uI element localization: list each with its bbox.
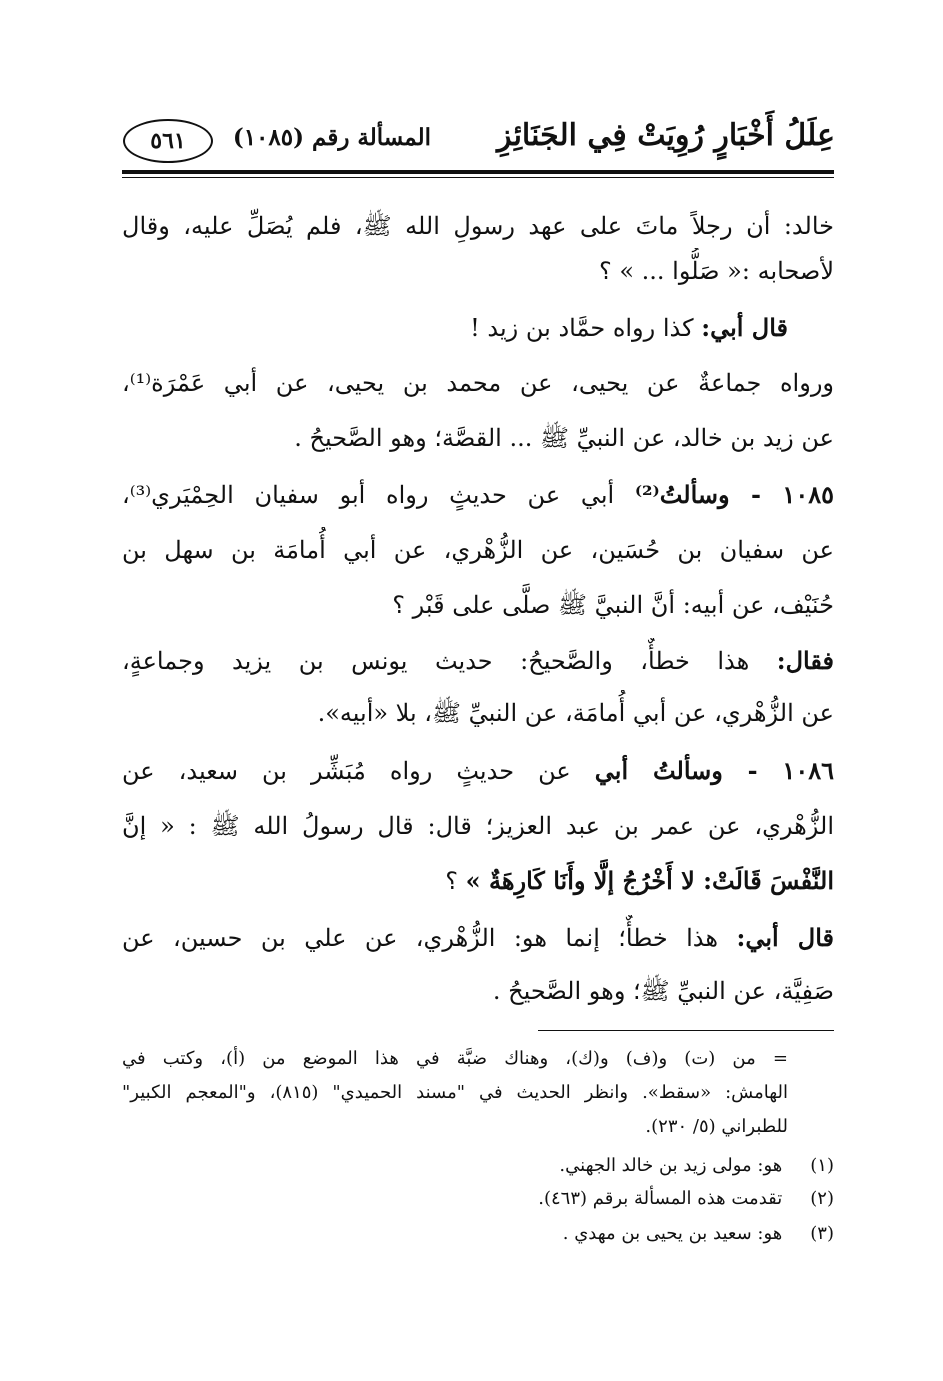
- footnote-text: الهامش: «سقط». وانظر الحديث في "مسند الحميدي" (٨١٥)، و"المعجم الكبير": [122, 1082, 788, 1103]
- footnote-number: (١): [810, 1155, 834, 1176]
- line-text: ورواه جماعةٌ عن يحيى، عن محمد بن يحيى، عن أبي عَمْرَة⁽¹⁾،: [122, 369, 834, 397]
- footnote-line: [122, 1150, 834, 1182]
- text-line: [122, 305, 834, 351]
- line-text: الزُّهْري، عن عمر بن عبد العزيز؛ قال: قال رسولُ الله ﷺ : « إنَّ: [122, 812, 834, 840]
- line-text: هذا خطأٌ، والصَّحيحُ: حديث يونس بن يزيد وجماعةٍ،: [122, 647, 750, 675]
- line-text: صَفِيَّة، عن النبيِّ ﷺ؛ وهو الصَّحيحُ .: [492, 977, 834, 1005]
- line-text: ؟: [445, 867, 458, 895]
- bold-lead: قال أبي:: [701, 313, 788, 342]
- text-line: [122, 203, 834, 249]
- text-line: [122, 915, 834, 961]
- footnote-text: للطبراني (٥/ ٢٣٠).: [645, 1116, 788, 1137]
- footnote-number: (٣): [810, 1223, 834, 1244]
- line-text: عن سفيان بن حُسَين، عن الزُّهْري، عن أبي أُمامَة بن سهل بن: [122, 536, 834, 564]
- text-line: [122, 690, 834, 736]
- line-text: هذا خطأٌ؛ إنما هو: الزُّهْري، عن علي بن حسين، عن: [122, 924, 719, 952]
- footnote-line: [122, 1111, 834, 1143]
- header-rule-thick: [122, 170, 834, 174]
- book-title: عِلَلُ أَخْبَارٍ رُوِيَتْ فِي الجَنَائِزِ: [497, 118, 835, 153]
- page-number: ٥٦١: [150, 128, 186, 154]
- footnote-text: هو: سعيد بن يحيى بن مهدي .: [562, 1223, 783, 1244]
- line-text: خالد: أن رجلاً ماتَ على عهد رسولِ الله ﷺ، فلم يُصَلِّ عليه، وقال: [122, 212, 834, 240]
- line-text: عن الزُّهْري، عن أبي أُمامَة، عن النبيِّ ﷺ، بلا «أبيه».: [317, 699, 834, 727]
- line-text: أبي عن حديثٍ رواه أبو سفيان الحِمْيَري⁽³⁾،: [122, 481, 615, 509]
- bold-lead: ١٠٨٥ - وسألتُ⁽²⁾: [634, 480, 834, 509]
- header-rule-thin: [122, 177, 834, 178]
- text-line: [122, 582, 834, 628]
- text-line: [122, 472, 834, 518]
- line-text: عن زيد بن خالد، عن النبيِّ ﷺ ... القصَّة؛ وهو الصَّحيحُ .: [294, 424, 834, 452]
- footnote-text: تقدمت هذه المسألة برقم (٤٦٣).: [538, 1188, 783, 1209]
- line-text: عن حديثٍ رواه مُبَشِّر بن سعيد، عن: [122, 757, 571, 785]
- footnote-line: [122, 1077, 834, 1109]
- text-line: [122, 638, 834, 684]
- footnote-text: هو: مولى زيد بن خالد الجهني.: [559, 1155, 783, 1176]
- text-line: [122, 248, 834, 294]
- text-line: [122, 415, 834, 461]
- line-text: كذا رواه حمَّاد بن زيد !: [470, 314, 694, 342]
- page-number-badge: [123, 119, 213, 163]
- footnote-separator: [538, 1030, 834, 1031]
- line-text: لأصحابه :« صَلُّوا ... » ؟: [598, 257, 834, 285]
- footnote-number: (٢): [810, 1188, 834, 1209]
- issue-label: المسألة رقم (١٠٨٥): [232, 124, 431, 151]
- text-line: [122, 803, 834, 849]
- bold-lead: النَّفْسَ قَالَتْ: لا أَخْرُجُ إلَّا وأَنَا كَارِهَةٌ »: [465, 866, 834, 895]
- bold-lead: ١٠٨٦ - وسألتُ أبي: [594, 756, 834, 785]
- text-line: [122, 360, 834, 406]
- text-line: [122, 858, 834, 904]
- footnote-line: [122, 1218, 834, 1250]
- bold-lead: فقال:: [776, 646, 834, 675]
- footnote-line: [122, 1183, 834, 1215]
- footnote-text: = من (ت) و(ف) و(ك)، وهناك ضبَّة في هذا الموضع من (أ)، وكتب في: [122, 1048, 788, 1069]
- text-line: [122, 748, 834, 794]
- line-text: حُنَيْف، عن أبيه: أنَّ النبيَّ ﷺ صلَّى على قَبْر ؟: [392, 591, 834, 619]
- footnote-line: [122, 1043, 834, 1075]
- text-line: [122, 527, 834, 573]
- text-line: [122, 968, 834, 1014]
- bold-lead: قال أبي:: [736, 923, 834, 952]
